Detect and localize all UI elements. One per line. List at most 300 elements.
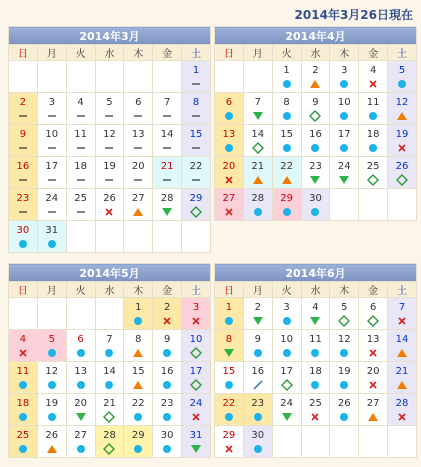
- weekday-header: 火: [66, 45, 95, 61]
- day-cell[interactable]: [330, 330, 359, 362]
- day-number: 9: [312, 97, 319, 108]
- weekday-header: 木: [124, 282, 153, 298]
- circle-icon: [302, 379, 330, 391]
- day-cell[interactable]: [124, 157, 153, 189]
- calendar-may: [8, 263, 211, 458]
- day-number: 20: [222, 161, 236, 172]
- day-cell[interactable]: [359, 93, 388, 125]
- day-cell[interactable]: [124, 189, 153, 221]
- day-number: 19: [45, 398, 59, 409]
- day-number: 23: [16, 193, 30, 204]
- day-cell[interactable]: [37, 221, 66, 253]
- triangle-up-icon: [302, 78, 330, 90]
- circle-icon: [215, 379, 243, 391]
- day-number: 25: [74, 193, 87, 204]
- cross-icon: [153, 315, 181, 327]
- day-cell[interactable]: [124, 125, 153, 157]
- day-number: 5: [48, 334, 55, 345]
- day-cell[interactable]: [182, 426, 211, 458]
- circle-icon: [153, 347, 181, 359]
- month-title: 2014年3月: [9, 27, 211, 45]
- day-number: 18: [366, 129, 380, 140]
- day-number: 28: [395, 398, 409, 409]
- day-cell[interactable]: [359, 298, 388, 330]
- dash-icon: [67, 142, 95, 154]
- weekday-header: 月: [37, 282, 66, 298]
- dash-icon: [96, 142, 124, 154]
- day-cell[interactable]: [95, 157, 124, 189]
- dash-icon: [38, 174, 66, 186]
- empty-day-cell: [95, 61, 124, 93]
- day-cell[interactable]: [215, 426, 244, 458]
- day-cell[interactable]: [388, 298, 417, 330]
- day-number: 13: [222, 129, 236, 140]
- day-number: 2: [312, 65, 319, 76]
- day-number: 6: [77, 334, 84, 345]
- diamond-icon: [302, 110, 330, 122]
- circle-icon: [38, 238, 66, 250]
- day-cell[interactable]: [388, 125, 417, 157]
- day-number: 27: [131, 193, 145, 204]
- cross-icon: [359, 347, 387, 359]
- dash-icon: [67, 174, 95, 186]
- circle-icon: [215, 411, 243, 423]
- day-number: 26: [103, 193, 116, 204]
- cross-icon: [388, 142, 416, 154]
- day-cell[interactable]: [66, 394, 95, 426]
- circle-icon: [244, 411, 272, 423]
- day-number: 16: [16, 161, 30, 172]
- day-number: 22: [222, 398, 236, 409]
- weekday-header: 月: [243, 45, 272, 61]
- day-cell[interactable]: [153, 93, 182, 125]
- circle-icon: [330, 347, 358, 359]
- day-cell[interactable]: [182, 157, 211, 189]
- day-cell[interactable]: [301, 330, 330, 362]
- day-cell[interactable]: [330, 362, 359, 394]
- day-cell[interactable]: [243, 298, 272, 330]
- day-cell[interactable]: [37, 93, 66, 125]
- day-cell[interactable]: [124, 426, 153, 458]
- day-cell[interactable]: [359, 330, 388, 362]
- day-cell[interactable]: [153, 125, 182, 157]
- day-cell[interactable]: [243, 125, 272, 157]
- day-cell[interactable]: [272, 394, 301, 426]
- cross-icon: [215, 174, 243, 186]
- day-cell[interactable]: [301, 93, 330, 125]
- day-number: 8: [192, 97, 200, 108]
- circle-icon: [9, 411, 37, 423]
- day-cell[interactable]: [9, 362, 38, 394]
- day-cell[interactable]: [9, 394, 38, 426]
- day-number: 26: [337, 398, 351, 409]
- day-cell[interactable]: [215, 394, 244, 426]
- dash-icon: [153, 174, 181, 186]
- circle-icon: [302, 142, 330, 154]
- day-number: 19: [337, 366, 351, 377]
- day-cell[interactable]: [272, 330, 301, 362]
- dash-icon: [9, 174, 37, 186]
- empty-day-cell: [388, 189, 417, 221]
- day-cell[interactable]: [9, 125, 38, 157]
- empty-day-cell: [9, 298, 38, 330]
- day-number: 14: [395, 334, 409, 345]
- day-number: 23: [251, 398, 265, 409]
- day-number: 15: [131, 366, 145, 377]
- day-number: 5: [106, 97, 113, 108]
- day-number: 17: [45, 161, 59, 172]
- day-cell[interactable]: [124, 93, 153, 125]
- day-cell[interactable]: [243, 189, 272, 221]
- day-number: 30: [309, 193, 322, 204]
- day-cell[interactable]: [9, 157, 38, 189]
- day-number: 29: [131, 430, 145, 441]
- day-number: 10: [45, 129, 59, 140]
- day-cell[interactable]: [301, 61, 330, 93]
- day-number: 4: [312, 302, 319, 313]
- day-cell[interactable]: [95, 93, 124, 125]
- cross-icon: [96, 206, 124, 218]
- day-cell[interactable]: [95, 125, 124, 157]
- day-number: 24: [189, 398, 203, 409]
- weekday-header: 火: [66, 282, 95, 298]
- day-cell[interactable]: [215, 93, 244, 125]
- day-number: 20: [366, 366, 380, 377]
- empty-day-cell: [124, 61, 153, 93]
- day-cell[interactable]: [330, 298, 359, 330]
- day-number: 29: [189, 193, 203, 204]
- empty-day-cell: [37, 61, 66, 93]
- day-cell[interactable]: [66, 157, 95, 189]
- day-cell[interactable]: [388, 330, 417, 362]
- day-cell[interactable]: [66, 362, 95, 394]
- circle-icon: [244, 206, 272, 218]
- day-number: 4: [77, 97, 84, 108]
- day-cell[interactable]: [124, 362, 153, 394]
- weekday-header: 火: [272, 45, 301, 61]
- day-cell[interactable]: [124, 298, 153, 330]
- day-cell[interactable]: [153, 298, 182, 330]
- triangle-up-icon: [124, 379, 152, 391]
- day-cell[interactable]: [388, 157, 417, 189]
- day-cell[interactable]: [37, 362, 66, 394]
- day-cell[interactable]: [301, 157, 330, 189]
- day-number: 27: [74, 430, 87, 441]
- day-cell[interactable]: [243, 362, 272, 394]
- day-cell[interactable]: [243, 157, 272, 189]
- circle-icon: [67, 347, 95, 359]
- day-cell[interactable]: [272, 93, 301, 125]
- circle-icon: [38, 411, 66, 423]
- day-cell[interactable]: [153, 426, 182, 458]
- day-number: 12: [45, 366, 59, 377]
- day-cell[interactable]: [272, 362, 301, 394]
- day-number: 4: [369, 65, 377, 76]
- day-cell[interactable]: [37, 394, 66, 426]
- triangle-down-icon: [182, 443, 210, 455]
- weekday-header: 土: [388, 45, 417, 61]
- empty-day-cell: [359, 189, 388, 221]
- day-cell[interactable]: [37, 330, 66, 362]
- day-cell[interactable]: [9, 426, 38, 458]
- triangle-down-icon: [244, 315, 272, 327]
- day-number: 20: [74, 398, 87, 409]
- day-cell[interactable]: [301, 362, 330, 394]
- day-cell[interactable]: [330, 125, 359, 157]
- day-number: 22: [189, 161, 203, 172]
- day-number: 21: [160, 161, 174, 172]
- day-cell[interactable]: [95, 394, 124, 426]
- day-cell[interactable]: [272, 61, 301, 93]
- day-cell[interactable]: [215, 330, 244, 362]
- circle-icon: [330, 110, 358, 122]
- day-number: 26: [45, 430, 59, 441]
- empty-day-cell: [153, 221, 182, 253]
- circle-icon: [330, 379, 358, 391]
- weekday-header: 木: [330, 45, 359, 61]
- day-cell[interactable]: [272, 157, 301, 189]
- circle-icon: [215, 315, 243, 327]
- day-cell[interactable]: [9, 330, 38, 362]
- day-cell[interactable]: [182, 189, 211, 221]
- day-cell[interactable]: [9, 189, 38, 221]
- day-cell[interactable]: [359, 61, 388, 93]
- day-cell[interactable]: [243, 426, 272, 458]
- triangle-up-icon: [273, 174, 301, 186]
- day-cell[interactable]: [215, 298, 244, 330]
- circle-icon: [273, 315, 301, 327]
- day-cell[interactable]: [330, 61, 359, 93]
- day-number: 1: [225, 302, 233, 313]
- day-cell[interactable]: [330, 394, 359, 426]
- day-cell[interactable]: [388, 362, 417, 394]
- day-cell[interactable]: [66, 93, 95, 125]
- day-number: 28: [160, 193, 174, 204]
- weekday-header: 金: [359, 282, 388, 298]
- weekday-header: 日: [9, 45, 38, 61]
- triangle-down-icon: [153, 206, 181, 218]
- weekday-header: 土: [388, 282, 417, 298]
- day-cell[interactable]: [37, 426, 66, 458]
- day-cell[interactable]: [359, 157, 388, 189]
- day-cell[interactable]: [95, 362, 124, 394]
- day-number: 24: [45, 193, 59, 204]
- triangle-down-icon: [330, 174, 358, 186]
- circle-icon: [273, 347, 301, 359]
- empty-day-cell: [37, 298, 66, 330]
- month-title: 2014年5月: [9, 264, 211, 282]
- diamond-icon: [182, 379, 210, 391]
- weekday-header: 金: [153, 45, 182, 61]
- day-number: 13: [131, 129, 145, 140]
- empty-day-cell: [182, 221, 211, 253]
- cross-icon: [215, 443, 243, 455]
- day-cell[interactable]: [66, 330, 95, 362]
- day-number: 27: [222, 193, 236, 204]
- triangle-down-icon: [273, 411, 301, 423]
- day-number: 16: [251, 366, 265, 377]
- day-cell[interactable]: [272, 125, 301, 157]
- day-cell[interactable]: [124, 330, 153, 362]
- day-number: 17: [189, 366, 203, 377]
- weekday-header: 木: [124, 45, 153, 61]
- day-cell[interactable]: [182, 394, 211, 426]
- day-cell[interactable]: [95, 330, 124, 362]
- circle-icon: [38, 347, 66, 359]
- calendar-march: [8, 26, 211, 253]
- day-number: 10: [189, 334, 203, 345]
- circle-icon: [9, 238, 37, 250]
- day-number: 20: [131, 161, 145, 172]
- day-cell[interactable]: [330, 93, 359, 125]
- day-number: 13: [366, 334, 380, 345]
- day-cell[interactable]: [182, 61, 211, 93]
- day-cell[interactable]: [182, 298, 211, 330]
- cross-icon: [9, 347, 37, 359]
- day-cell[interactable]: [359, 125, 388, 157]
- day-cell[interactable]: [215, 362, 244, 394]
- dash-icon: [124, 174, 152, 186]
- day-cell[interactable]: [37, 157, 66, 189]
- day-cell[interactable]: [330, 157, 359, 189]
- day-cell[interactable]: [359, 362, 388, 394]
- day-number: 11: [74, 129, 87, 140]
- day-number: 23: [160, 398, 174, 409]
- day-number: 5: [398, 65, 406, 76]
- day-number: 25: [309, 398, 322, 409]
- cross-icon: [302, 411, 330, 423]
- day-number: 14: [160, 129, 174, 140]
- day-cell[interactable]: [272, 189, 301, 221]
- diamond-icon: [182, 347, 210, 359]
- day-number: 3: [192, 302, 200, 313]
- day-cell[interactable]: [66, 426, 95, 458]
- day-cell[interactable]: [388, 394, 417, 426]
- day-cell[interactable]: [301, 125, 330, 157]
- dash-icon: [124, 110, 152, 122]
- day-cell[interactable]: [388, 61, 417, 93]
- day-number: 8: [283, 97, 290, 108]
- day-cell[interactable]: [153, 330, 182, 362]
- day-number: 1: [192, 65, 200, 76]
- circle-icon: [124, 411, 152, 423]
- day-number: 19: [103, 161, 116, 172]
- empty-day-cell: [95, 221, 124, 253]
- weekday-header: 水: [95, 45, 124, 61]
- triangle-down-icon: [302, 174, 330, 186]
- day-number: 18: [16, 398, 30, 409]
- day-cell[interactable]: [182, 125, 211, 157]
- day-cell[interactable]: [66, 189, 95, 221]
- day-number: 24: [280, 398, 293, 409]
- day-cell[interactable]: [153, 189, 182, 221]
- day-cell[interactable]: [95, 426, 124, 458]
- day-number: 31: [189, 430, 203, 441]
- day-cell[interactable]: [243, 394, 272, 426]
- day-number: 29: [280, 193, 293, 204]
- triangle-up-icon: [124, 347, 152, 359]
- day-number: 14: [251, 129, 265, 140]
- day-cell[interactable]: [153, 157, 182, 189]
- day-cell[interactable]: [153, 394, 182, 426]
- day-cell[interactable]: [66, 125, 95, 157]
- day-number: 3: [341, 65, 348, 76]
- day-cell[interactable]: [301, 394, 330, 426]
- day-cell[interactable]: [301, 298, 330, 330]
- empty-day-cell: [330, 189, 359, 221]
- day-cell[interactable]: [388, 93, 417, 125]
- diamond-icon: [96, 411, 124, 423]
- circle-icon: [67, 443, 95, 455]
- day-cell[interactable]: [182, 330, 211, 362]
- weekday-header: 日: [215, 45, 244, 61]
- day-number: 5: [341, 302, 348, 313]
- day-cell[interactable]: [182, 362, 211, 394]
- dash-icon: [182, 78, 210, 90]
- day-number: 18: [74, 161, 87, 172]
- circle-icon: [273, 206, 301, 218]
- circle-icon: [273, 110, 301, 122]
- day-cell[interactable]: [95, 189, 124, 221]
- circle-icon: [359, 110, 387, 122]
- day-cell[interactable]: [215, 125, 244, 157]
- weekday-header: 土: [182, 282, 211, 298]
- cross-icon: [388, 411, 416, 423]
- day-number: 9: [163, 334, 171, 345]
- cross-icon: [388, 315, 416, 327]
- day-number: 9: [254, 334, 261, 345]
- day-number: 25: [16, 430, 30, 441]
- day-number: 18: [309, 366, 322, 377]
- day-cell[interactable]: [301, 189, 330, 221]
- dash-icon: [9, 206, 37, 218]
- day-cell[interactable]: [243, 330, 272, 362]
- triangle-up-icon: [359, 411, 387, 423]
- dash-icon: [153, 110, 181, 122]
- day-cell[interactable]: [153, 362, 182, 394]
- day-cell[interactable]: [215, 157, 244, 189]
- day-cell[interactable]: [9, 221, 38, 253]
- dash-icon: [153, 142, 181, 154]
- day-cell[interactable]: [272, 298, 301, 330]
- day-number: 16: [309, 129, 322, 140]
- circle-icon: [330, 411, 358, 423]
- day-number: 15: [222, 366, 236, 377]
- circle-icon: [359, 142, 387, 154]
- diamond-icon: [359, 315, 387, 327]
- day-number: 21: [395, 366, 409, 377]
- day-cell[interactable]: [124, 394, 153, 426]
- circle-icon: [215, 142, 243, 154]
- circle-icon: [302, 206, 330, 218]
- triangle-up-icon: [244, 174, 272, 186]
- day-number: 7: [254, 97, 261, 108]
- empty-day-cell: [124, 221, 153, 253]
- day-cell[interactable]: [37, 125, 66, 157]
- day-cell[interactable]: [182, 93, 211, 125]
- day-cell[interactable]: [359, 394, 388, 426]
- circle-icon: [96, 379, 124, 391]
- diamond-icon: [330, 315, 358, 327]
- dash-icon: [182, 142, 210, 154]
- day-cell[interactable]: [243, 93, 272, 125]
- day-cell[interactable]: [37, 189, 66, 221]
- dash-icon: [182, 174, 210, 186]
- day-cell[interactable]: [9, 93, 38, 125]
- day-cell[interactable]: [215, 189, 244, 221]
- day-number: 1: [283, 65, 290, 76]
- day-number: 7: [163, 97, 171, 108]
